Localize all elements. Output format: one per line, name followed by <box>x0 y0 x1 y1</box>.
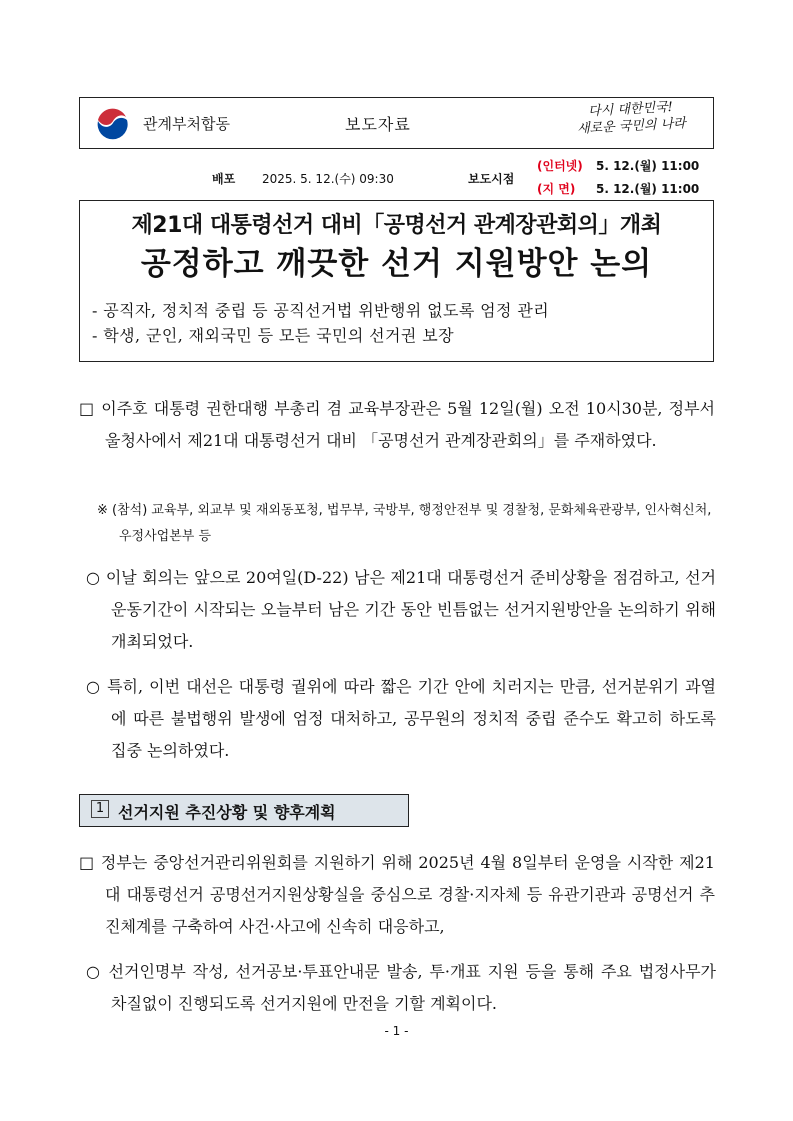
subpoint: - 학생, 군인, 재외국민 등 모든 국민의 선거권 보장 <box>92 326 454 345</box>
paragraph-support-system: □ 정부는 중앙선거관리위원회를 지원하기 위해 2025년 4월 8일부터 운영을 시작한 제21대 대통령선거 공명선거지원상황실을 중심으로 경찰·지자체 등 유관기관과 공명선거 추진체계를 구축하여 사건·사고에 신속히 대응하고, <box>79 853 715 936</box>
taegeuk-logo-icon <box>95 105 131 141</box>
document-type: 보도자료 <box>345 115 411 134</box>
paragraph-meeting-summary: □ 이주호 대통령 권한대행 부총리 겸 교육부장관은 5월 12일(월) 오전 10시30분, 정부서울청사에서 제21대 대통령선거 대비 「공명선거 관계장관회의」를 주재하였다. <box>79 399 715 450</box>
paragraph-purpose: ○ 이날 회의는 앞으로 20여일(D-22) 남은 제21대 대통령선거 준비상황을 점검하고, 선거운동기간이 시작되는 오늘부터 남은 기간 동안 빈틈없는 선거지원방안을 논의하기 위해 개최되었다. <box>86 568 716 651</box>
section-title: 선거지원 추진상황 및 향후계획 <box>118 803 336 822</box>
main-title: 공정하고 깨끗한 선거 지원방안 논의 <box>140 246 653 282</box>
release-internet-time: 5. 12.(월) 11:00 <box>596 159 700 173</box>
release-paper-label: (지 면) <box>537 182 576 196</box>
distribution-datetime: 2025. 5. 12.(수) 09:30 <box>262 172 394 186</box>
paragraph-legal-tasks: ○ 선거인명부 작성, 선거공보·투표안내문 발송, 투·개표 지원 등을 통해 주요 법정사무가 차질없이 진행되도록 선거지원에 만전을 기할 계획이다. <box>86 962 716 1013</box>
distribution-label: 배포 <box>212 172 236 186</box>
headline: 제21대 대통령선거 대비「공명선거 관계장관회의」개최 <box>131 213 662 238</box>
paragraph-focus: ○ 특히, 이번 대선은 대통령 궐위에 따라 짧은 기간 안에 치러지는 만큼, 선거분위기 과열에 따른 불법행위 발생에 엄정 대처하고, 공무원의 정치적 중립 준수도 확고히 하도록 집중 논의하였다. <box>86 677 716 760</box>
slogan-line-1: 다시 대한민국! <box>587 99 674 120</box>
release-paper-time: 5. 12.(월) 11:00 <box>596 182 700 196</box>
subpoint: - 공직자, 정치적 중립 등 공직선거법 위반행위 없도록 엄정 관리 <box>92 301 550 320</box>
release-internet-label: (인터넷) <box>537 159 583 173</box>
organization-name: 관계부처합동 <box>143 115 230 133</box>
release-label: 보도시점 <box>468 172 515 186</box>
slogan-line-2: 새로운 국민의 나라 <box>576 116 687 137</box>
attendees-note: ※ (참석) 교육부, 외교부 및 재외동포청, 법무부, 국방부, 행정안전부 및 경찰청, 문화체육관광부, 인사혁신처, 우정사업본부 등 <box>97 503 712 544</box>
page-number: - 1 - <box>384 1024 409 1038</box>
section-number: 1 <box>91 800 109 818</box>
